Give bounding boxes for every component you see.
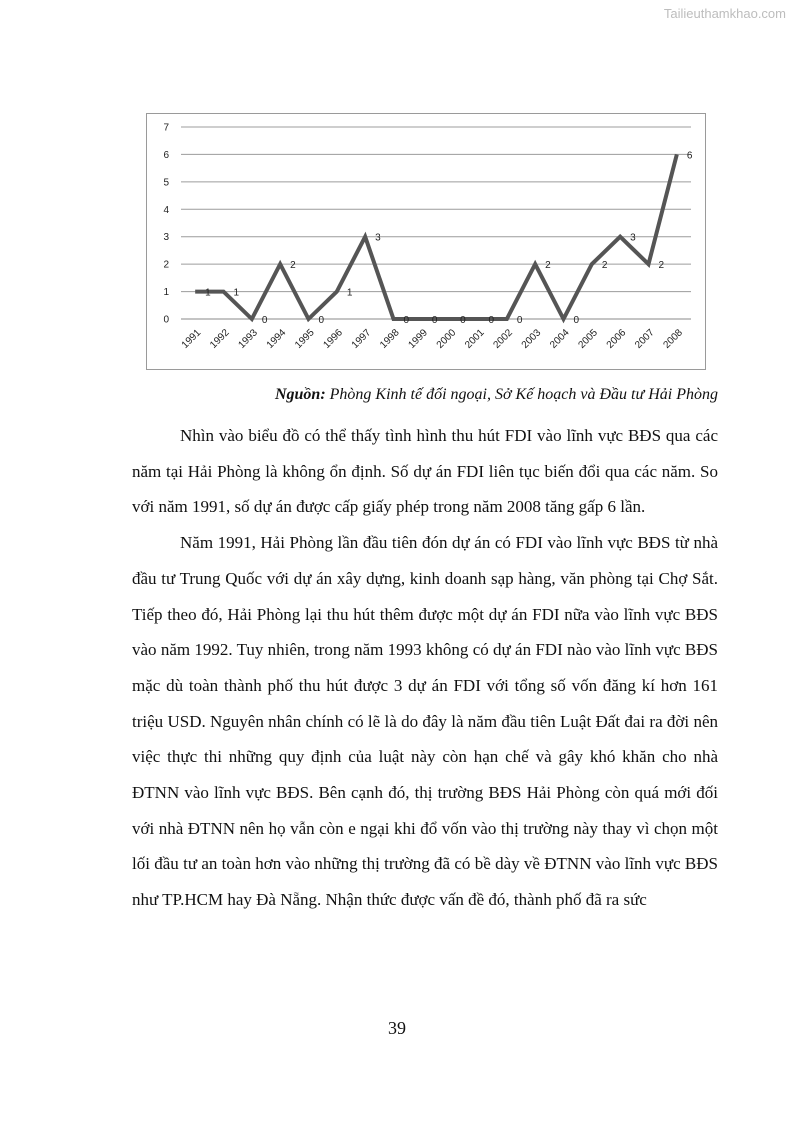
data-label: 0: [573, 315, 580, 326]
data-label: 0: [431, 315, 438, 326]
data-label: 0: [516, 315, 523, 326]
data-label: 2: [290, 260, 296, 272]
source-caption: [275, 386, 718, 404]
x-tick-label: 1991: [179, 327, 204, 351]
x-tick-label: 1996: [321, 327, 345, 351]
data-label: 1: [233, 287, 240, 299]
data-label: 2: [658, 260, 665, 272]
x-tick-label: 1994: [264, 327, 289, 351]
x-tick-label: 2001: [463, 327, 487, 351]
data-label: 0: [460, 315, 466, 326]
data-label: 3: [375, 232, 381, 244]
x-tick-label: 1998: [378, 327, 402, 351]
y-tick-label: 2: [163, 259, 169, 271]
x-tick-label: 2003: [519, 327, 544, 351]
data-label: 0: [318, 315, 325, 326]
y-tick-label: 6: [163, 149, 169, 161]
data-label: 2: [545, 260, 551, 272]
data-label: 1: [346, 287, 353, 299]
paragraph-2: Năm 1991, Hải Phòng lần đầu tiên đón dự án có FDI vào lĩnh vực BĐS từ nhà đầu tư Trung Quốc với dự án xây dựng, kinh doanh sạp hàng, văn phòng tại Chợ Sắt. Tiếp theo đó, Hải Phòng lại thu hút thêm được một dự án FDI nữa vào lĩnh vực BĐS vào năm 1992. Tuy nhiên, trong năm 1993 không có dự án FDI nào vào lĩnh vực BĐS mặc dù toàn thành phố thu hút được 3 dự án FDI với tổng số vốn đăng kí hơn 161 triệu USD. Nguyên nhân chính có lẽ là do đây là năm đầu tiên Luật Đất đai ra đời nên việc thực thi những quy định của luật này còn hạn chế và gây khó khăn cho nhà ĐTNN vào lĩnh vực BĐS. Bên cạnh đó, thị trường BĐS Hải Phòng còn quá mới đối với nhà ĐTNN nên họ vẫn còn e ngại khi đổ vốn vào thị trường này thay vì chọn một lối đầu tư an toàn hơn vào những thị trường đã có bề dày về ĐTNN vào lĩnh vực BĐS như TP.HCM hay Đà Nẵng. Nhận thức được vấn đề đó, thành phố đã ra sức: [132, 533, 718, 910]
body-text: [132, 418, 718, 918]
x-tick-label: 2006: [604, 327, 629, 351]
x-tick-label: 1999: [406, 327, 430, 351]
x-tick-label: 1993: [236, 327, 260, 351]
data-label: 0: [488, 315, 495, 326]
x-tick-label: 2008: [661, 327, 685, 351]
x-tick-label: 2007: [633, 327, 657, 351]
y-tick-label: 5: [163, 177, 169, 189]
x-tick-label: 2004: [548, 327, 572, 351]
chart-svg: [147, 114, 705, 369]
x-tick-label: 1995: [293, 327, 317, 351]
source-label: Nguồn:: [274, 386, 326, 403]
data-label: 6: [686, 150, 693, 162]
y-tick-label: 0: [163, 314, 169, 326]
x-tick-label: 1997: [349, 327, 374, 351]
y-tick-label: 3: [163, 232, 169, 244]
data-label: 1: [205, 287, 211, 299]
x-tick-label: 2005: [576, 327, 600, 351]
page-number: 39: [388, 1018, 406, 1038]
y-tick-label: 1: [163, 287, 169, 299]
data-label: 2: [601, 260, 608, 272]
x-tick-label: 2000: [434, 327, 459, 351]
paragraph-1: Nhìn vào biểu đồ có thể thấy tình hình thu hút FDI vào lĩnh vực BĐS qua các năm tại Hải Phòng là không ổn định. Số dự án FDI liên tục biến đổi qua các năm. So với năm 1991, số dự án được cấp giấy phép trong năm 2008 tăng gấp 6 lần.: [132, 426, 718, 517]
data-label: 3: [630, 232, 636, 244]
source-text: Phòng Kinh tế đối ngoại, Sở Kế hoạch và Đầu tư Hải Phòng: [329, 386, 718, 403]
y-tick-label: 7: [163, 122, 169, 134]
x-tick-label: 1992: [208, 327, 232, 351]
data-label: 0: [261, 315, 268, 326]
fdi-line-chart: [146, 113, 706, 370]
data-label: 0: [403, 315, 410, 326]
y-tick-label: 4: [163, 204, 169, 216]
x-tick-label: 2002: [491, 327, 515, 351]
watermark: Tailieuthamkhao.com: [663, 6, 786, 21]
